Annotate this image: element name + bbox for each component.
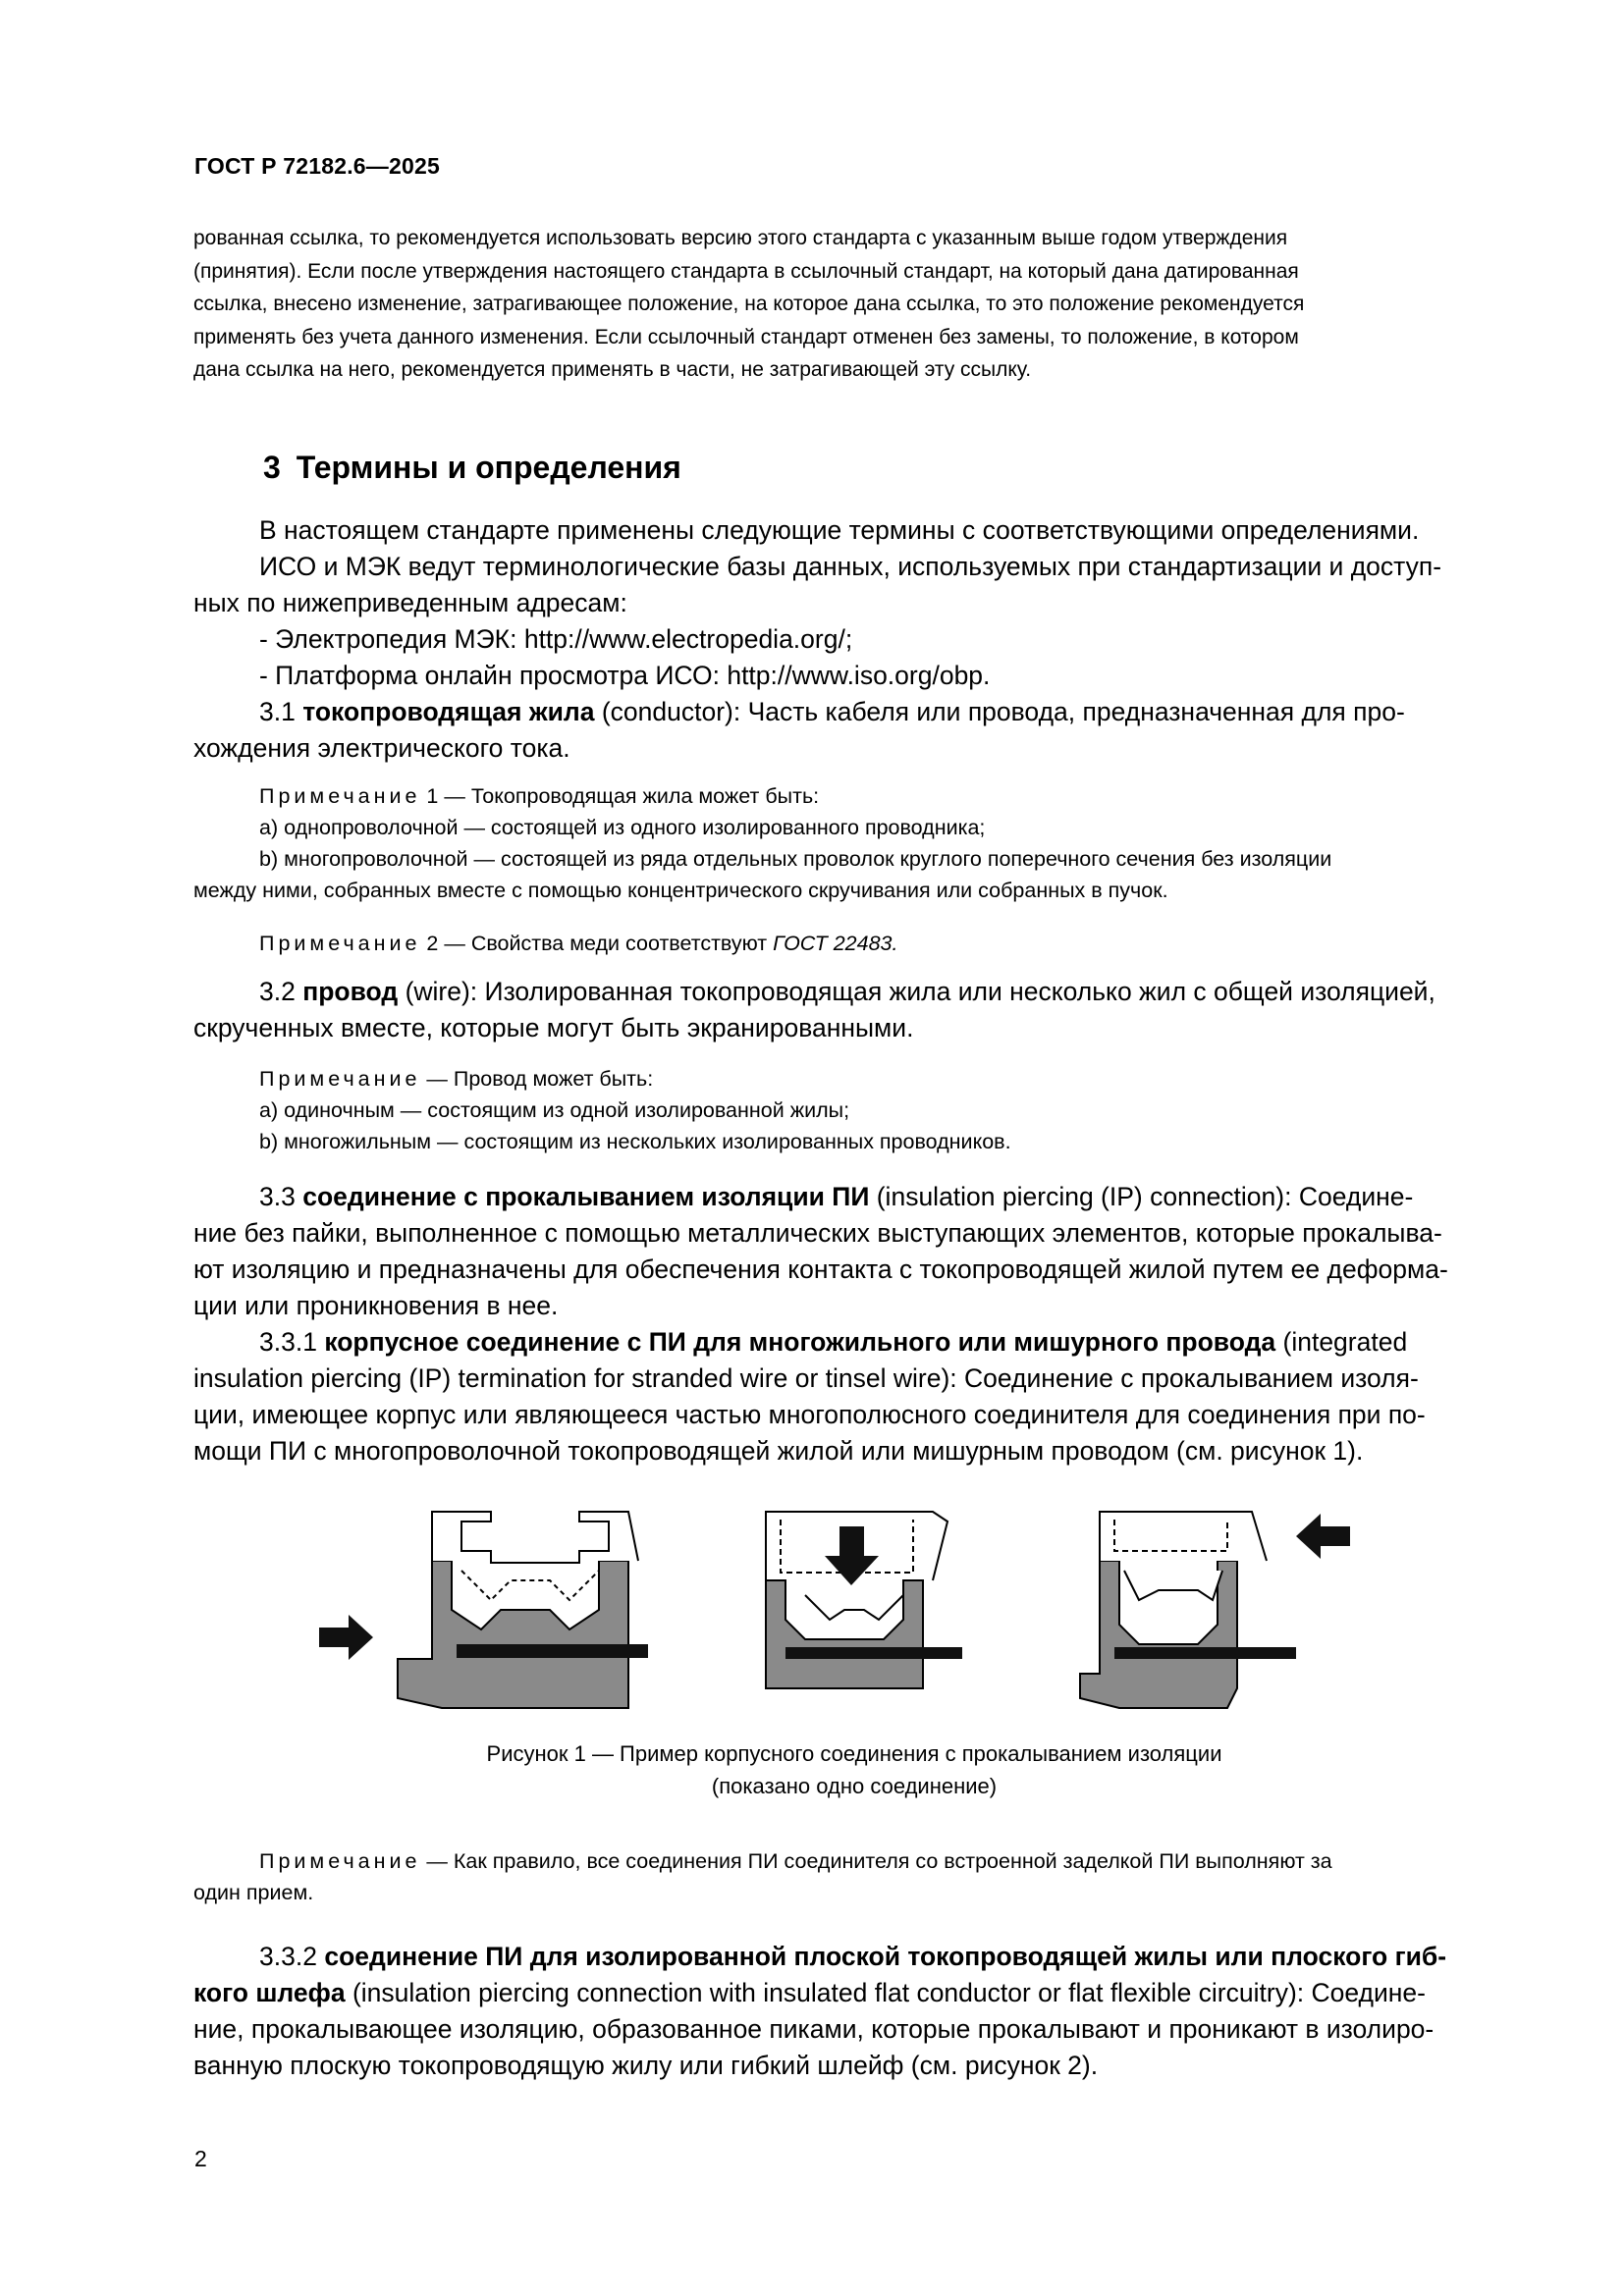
note-line: [193, 1063, 1515, 1095]
piercing-contact: [461, 1571, 599, 1600]
text-line: ции, имеющее корпус или являющееся частью многополюсного соединителя для соединения при по-: [193, 1400, 1426, 1429]
term-definition: (conductor): Часть кабеля или провода, предназначенная для про-: [594, 697, 1405, 726]
term-title: соединение с прокалыванием изоляции ПИ: [302, 1182, 870, 1211]
text-line: ИСО и МЭК ведут терминологические базы данных, используемых при стандартизации и доступ-: [259, 552, 1442, 581]
term-title: корпусное соединение с ПИ для многожильного или мишурного провода: [324, 1327, 1276, 1357]
term-definition: (integrated: [1275, 1327, 1408, 1357]
text-line: применять без учета данного изменения. Если ссылочный стандарт отменен без замены, то положение, в котором: [193, 325, 1299, 348]
text-line: insulation piercing (IP) termination for stranded wire or tinsel wire): Соединение с прокалыванием изоля-: [193, 1363, 1419, 1393]
text-line: скрученных вместе, которые могут быть экранированными.: [193, 1013, 914, 1042]
term-3-3-2-line: [193, 1939, 1515, 1975]
link-iso-obp: - Платформа онлайн просмотра ИСО: http://www.iso.org/obp.: [259, 661, 991, 690]
figure-1-diagram: [295, 1492, 1394, 1718]
link-electropedia: - Электропедия МЭК: http://www.electropedia.org/;: [259, 624, 853, 654]
text-line: ных по нижеприведенным адресам:: [193, 588, 627, 617]
section-heading: [263, 450, 681, 486]
text-line: дана ссылка на него, рекомендуется применять в части, не затрагивающей эту ссылку.: [193, 358, 1032, 381]
page-number: 2: [194, 2146, 207, 2171]
connector-panel-1: [319, 1512, 648, 1708]
note-text: 2 — Свойства меди соответствуют: [420, 932, 774, 955]
term-title-continuation: кого шлефа: [193, 1978, 346, 2007]
caption-line: Рисунок 1 — Пример корпусного соединения с прокалыванием изоляции: [486, 1741, 1222, 1766]
text-line: (принятия). Если после утверждения настоящего стандарта в ссылочный стандарт, на который дана датированная: [193, 259, 1299, 283]
connector-panel-2: [766, 1512, 962, 1688]
term-3-3-1-line: [193, 1324, 1515, 1361]
note-text: 1 — Токопроводящая жила может быть:: [420, 784, 820, 808]
note-3-2: [193, 1063, 1515, 1157]
term-number: 3.2: [259, 977, 296, 1006]
note-item: b) многожильным — состоящим из нескольких изолированных проводников.: [259, 1130, 1011, 1153]
term-title: соединение ПИ для изолированной плоской токопроводящей жилы или плоского гиб-: [324, 1942, 1447, 1971]
term-3-2-line: [193, 974, 1515, 1010]
term-number: 3.1: [259, 697, 296, 726]
note-3-1: [193, 780, 1515, 906]
text-line: рованная ссылка, то рекомендуется использовать версию этого стандарта с указанным выше годом утверждения: [193, 227, 1288, 249]
text-line: ции или проникновения в нее.: [193, 1291, 559, 1320]
term-definition: (insulation piercing (IP) connection): Соедине-: [869, 1182, 1414, 1211]
wire: [457, 1644, 648, 1658]
note-line: [193, 928, 1515, 959]
text-line: хождения электрического тока.: [193, 733, 570, 763]
note-label: Примечание: [259, 1067, 421, 1091]
note-label: Примечание: [259, 1849, 421, 1873]
text-line: ванную плоскую токопроводящую жилу или гибкий шлейф (см. рисунок 2).: [193, 2051, 1099, 2080]
text-line: ссылка, внесено изменение, затрагивающее положение, на которое дана ссылка, то это положение рекомендуется: [193, 293, 1305, 315]
term-3-3-line: [193, 1179, 1515, 1215]
document-header: ГОСТ Р 72182.6—2025: [194, 153, 440, 179]
note-3-1-2: [193, 928, 1515, 959]
figure-note: [193, 1845, 1515, 1908]
term-3-1-line: [193, 694, 1515, 730]
text-line: ют изоляцию и предназначены для обеспечения контакта с токопроводящей жилой путем ее деформа-: [193, 1255, 1448, 1284]
section-number: 3: [263, 450, 281, 485]
intro-paragraph: [193, 222, 1515, 387]
text-line: В настоящем стандарте применены следующие термины с соответствующими определениями.: [259, 515, 1420, 545]
push-arrow-left: [1296, 1514, 1350, 1559]
term-title: провод: [302, 977, 399, 1006]
connector-housing-outline: [1100, 1512, 1267, 1561]
note-line: один прием.: [193, 1881, 314, 1904]
term-3-3-2: [193, 1939, 1515, 2084]
connector-housing-outline: [432, 1512, 638, 1563]
push-arrow-right: [319, 1615, 373, 1660]
section-title: Термины и определения: [296, 450, 681, 485]
term-number: 3.3: [259, 1182, 296, 1211]
wire: [1114, 1647, 1296, 1659]
standard-reference: ГОСТ 22483.: [773, 932, 898, 955]
note-item: а) однопроволочной — состоящей из одного изолированного проводника;: [259, 816, 986, 839]
caption-line: (показано одно соединение): [711, 1774, 998, 1798]
push-arrow-down: [825, 1526, 879, 1585]
connector-panel-3: [1080, 1512, 1350, 1708]
text-line: мощи ПИ с многопроволочной токопроводящей жилой или мишурным проводом (см. рисунок 1).: [193, 1436, 1364, 1466]
term-number: 3.3.1: [259, 1327, 317, 1357]
term-definition: (insulation piercing connection with insulated flat conductor or flat flexible circuitry): Соедине-: [345, 1978, 1426, 2007]
note-line: [193, 780, 1515, 812]
figure-1-caption: [193, 1737, 1515, 1802]
section-intro: [193, 512, 1515, 767]
note-line: [193, 1845, 1515, 1877]
term-definition: (wire): Изолированная токопроводящая жила или несколько жил с общей изоляцией,: [398, 977, 1435, 1006]
term-3-3-2-line-2: [193, 1975, 1515, 2011]
note-item: между ними, собранных вместе с помощью концентрического скручивания или собранных в пучок.: [193, 879, 1168, 902]
term-title: токопроводящая жила: [302, 697, 595, 726]
piercing-contact: [1124, 1571, 1222, 1600]
piercing-contact: [805, 1595, 903, 1620]
term-number: 3.3.2: [259, 1942, 317, 1971]
note-item: а) одиночным — состоящим из одной изолированной жилы;: [259, 1098, 850, 1122]
text-line: ние без пайки, выполненное с помощью металлических выступающих элементов, которые прокалыва-: [193, 1218, 1442, 1248]
wire: [785, 1647, 962, 1659]
note-text: — Провод может быть:: [420, 1067, 654, 1091]
note-label: Примечание: [259, 932, 421, 955]
note-label: Примечание: [259, 784, 421, 808]
connector-body: [398, 1561, 628, 1708]
text-line: ние, прокалывающее изоляцию, образованное пиками, которые прокалывают и проникают в изолиро-: [193, 2014, 1435, 2044]
note-item: b) многопроволочной — состоящей из ряда отдельных проволок круглого поперечного сечения без изоляции: [259, 847, 1332, 871]
term-3-2: [193, 974, 1515, 1046]
term-3-3: [193, 1179, 1515, 1469]
note-text: — Как правило, все соединения ПИ соединителя со встроенной заделкой ПИ выполняют за: [420, 1849, 1332, 1873]
